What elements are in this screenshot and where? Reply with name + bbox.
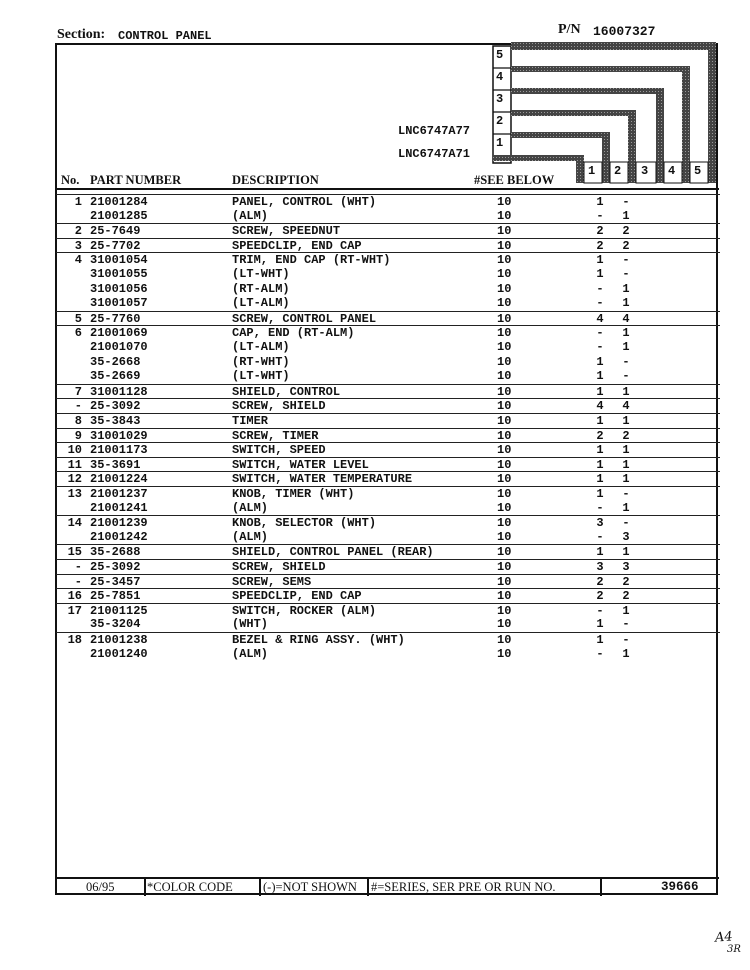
footer-series-note: #=SERIES, SER PRE OR RUN NO. [371, 880, 556, 894]
series: 10 [497, 487, 512, 501]
item-number: 2 [74, 224, 82, 239]
qty-model-1: 1 [596, 487, 604, 501]
section-value: CONTROL PANEL [118, 29, 212, 43]
series: 10 [497, 589, 512, 604]
part-number: 21001241 [90, 500, 148, 515]
qty-model-1: - [596, 340, 604, 354]
qty-model-2: 1 [622, 646, 630, 661]
part-number: 31001056 [90, 281, 148, 296]
description: SHIELD, CONTROL [232, 384, 341, 399]
qty-model-2: 2 [622, 574, 630, 589]
qty-model-2: 1 [622, 457, 630, 472]
part-number: 21001240 [90, 646, 148, 661]
description: SCREW, SPEEDNUT [232, 224, 341, 239]
series: 10 [497, 195, 512, 209]
table-row [56, 501, 720, 516]
table-row [56, 355, 720, 370]
qty-model-1: - [596, 529, 604, 544]
footer-date: 06/95 [86, 880, 115, 894]
part-number: 31001054 [90, 253, 148, 268]
qty-model-2: - [622, 516, 630, 531]
description: SWITCH, WATER TEMPERATURE [232, 472, 413, 487]
description: PANEL, CONTROL (WHT) [232, 195, 377, 209]
table-row [56, 398, 720, 414]
item-number: 6 [74, 326, 82, 341]
part-number: 21001070 [90, 340, 148, 354]
item-number: 8 [74, 414, 82, 428]
qty-model-1: 1 [596, 472, 604, 487]
table-row [56, 647, 720, 662]
series: 10 [497, 443, 512, 458]
part-number: 21001285 [90, 208, 148, 223]
part-number: 35-3204 [90, 617, 141, 632]
description: (LT-WHT) [232, 267, 290, 281]
handwritten-note: 3R [727, 944, 741, 955]
qty-model-1: 4 [596, 311, 604, 326]
qty-model-1: 1 [596, 443, 604, 458]
part-number: 31001029 [90, 428, 148, 443]
item-number: 9 [74, 428, 82, 443]
description: SWITCH, ROCKER (ALM) [232, 603, 377, 618]
series: 10 [497, 340, 512, 354]
series: 10 [497, 296, 512, 311]
part-number: 35-3843 [90, 414, 141, 428]
qty-model-1: 1 [596, 195, 604, 209]
part-number: 25-3092 [90, 399, 141, 414]
part-number-label: P/N [558, 22, 581, 37]
item-number: 13 [67, 487, 82, 501]
qty-model-2: 1 [622, 414, 630, 428]
item-number: 18 [67, 633, 82, 647]
series: 10 [497, 238, 512, 253]
description: TRIM, END CAP (RT-WHT) [232, 253, 391, 268]
item-number: - [74, 574, 82, 589]
qty-model-1: 3 [596, 560, 604, 574]
table-row [56, 252, 720, 268]
footer-color-code: *COLOR CODE [147, 880, 233, 894]
table-row [56, 428, 720, 444]
qty-model-2: 1 [622, 340, 630, 354]
qty-model-2: 4 [622, 399, 630, 414]
series: 10 [497, 384, 512, 399]
item-number: 16 [67, 589, 82, 604]
model-number: LNC6747A77 [398, 124, 471, 138]
part-number: 25-7702 [90, 238, 141, 253]
qty-model-2: 2 [622, 428, 630, 443]
part-number: 31001057 [90, 296, 148, 311]
qty-model-1: 1 [596, 384, 604, 399]
qty-model-1: 1 [596, 617, 604, 632]
part-number: 21001224 [90, 472, 148, 487]
item-number: 14 [67, 516, 82, 531]
description: (ALM) [232, 500, 269, 515]
table-row [56, 413, 720, 429]
qty-model-1: 1 [596, 545, 604, 560]
description: (ALM) [232, 646, 269, 661]
description: CAP, END (RT-ALM) [232, 326, 355, 341]
qty-model-2: - [622, 487, 630, 501]
description: SCREW, SHIELD [232, 399, 326, 414]
section-label: Section: [57, 27, 106, 42]
description: (ALM) [232, 208, 269, 223]
table-row [56, 282, 720, 297]
item-number: 11 [67, 457, 82, 472]
qty-model-2: - [622, 369, 630, 384]
stair-number: 5 [496, 48, 504, 62]
description: (LT-ALM) [232, 340, 290, 354]
qty-model-2: 2 [622, 224, 630, 239]
table-row [56, 603, 720, 619]
description: SPEEDCLIP, END CAP [232, 238, 362, 253]
qty-model-1: 2 [596, 574, 604, 589]
table-row [56, 325, 720, 341]
qty-model-2: 1 [622, 326, 630, 341]
qty-model-1: 2 [596, 224, 604, 239]
series: 10 [497, 281, 512, 296]
table-row [56, 340, 720, 355]
item-number: 10 [67, 443, 82, 458]
footer-number: 39666 [661, 880, 699, 894]
qty-model-2: 3 [622, 560, 630, 574]
qty-model-1: 4 [596, 399, 604, 414]
series: 10 [497, 574, 512, 589]
part-number: 25-7760 [90, 311, 141, 326]
qty-model-1: 1 [596, 633, 604, 647]
table-row [56, 530, 720, 545]
description: (RT-WHT) [232, 354, 290, 369]
part-number: 35-2688 [90, 545, 141, 560]
table-row [56, 632, 720, 648]
column-header-no: No. [61, 173, 80, 187]
table-row [56, 194, 720, 210]
description: (WHT) [232, 617, 269, 632]
qty-model-2: 1 [622, 443, 630, 458]
qty-model-2: 1 [622, 208, 630, 223]
table-row [56, 369, 720, 384]
series: 10 [497, 208, 512, 223]
table-row [56, 457, 720, 473]
series: 10 [497, 354, 512, 369]
table-row [56, 544, 720, 560]
series: 10 [497, 326, 512, 341]
series: 10 [497, 457, 512, 472]
series: 10 [497, 516, 512, 531]
stair-number: 3 [496, 92, 504, 106]
part-number: 31001055 [90, 267, 148, 281]
qty-model-2: - [622, 267, 630, 281]
description: SCREW, SEMS [232, 574, 312, 589]
qty-column-label: 2 [614, 164, 622, 178]
part-number: 25-3092 [90, 560, 141, 574]
stair-number: 1 [496, 136, 504, 150]
item-number: 7 [74, 384, 82, 399]
description: BEZEL & RING ASSY. (WHT) [232, 633, 405, 647]
description: (RT-ALM) [232, 281, 290, 296]
qty-model-1: - [596, 646, 604, 661]
qty-model-2: 1 [622, 472, 630, 487]
part-number: 35-2668 [90, 354, 141, 369]
table-row [56, 588, 720, 604]
table-row [56, 515, 720, 531]
series: 10 [497, 500, 512, 515]
qty-model-1: - [596, 296, 604, 311]
qty-column-label: 1 [588, 164, 596, 178]
item-number: 15 [67, 545, 82, 560]
part-number: 25-7851 [90, 589, 141, 604]
part-number: 21001242 [90, 529, 148, 544]
series: 10 [497, 267, 512, 281]
series: 10 [497, 428, 512, 443]
series: 10 [497, 646, 512, 661]
item-number: - [74, 399, 82, 414]
description: SCREW, SHIELD [232, 560, 326, 574]
series: 10 [497, 545, 512, 560]
qty-model-1: 2 [596, 428, 604, 443]
column-header-series: #SEE BELOW [474, 173, 555, 187]
series: 10 [497, 399, 512, 414]
item-number: 17 [67, 603, 82, 618]
qty-model-2: 1 [622, 545, 630, 560]
item-number: 12 [67, 472, 82, 487]
description: SPEEDCLIP, END CAP [232, 589, 362, 604]
table-row [56, 238, 720, 254]
qty-model-1: 1 [596, 457, 604, 472]
qty-model-1: - [596, 603, 604, 618]
description: SCREW, TIMER [232, 428, 319, 443]
stair-number: 4 [496, 70, 504, 84]
item-number: 4 [74, 253, 82, 268]
part-number: 21001238 [90, 633, 148, 647]
part-number: 21001284 [90, 195, 148, 209]
part-number: 35-3691 [90, 457, 141, 472]
item-number: 1 [74, 195, 82, 209]
qty-model-1: 3 [596, 516, 604, 531]
table-row [56, 223, 720, 239]
item-number: - [74, 560, 82, 574]
qty-model-2: 3 [622, 529, 630, 544]
qty-model-2: - [622, 253, 630, 268]
part-number-value: 16007327 [593, 24, 656, 39]
qty-model-2: 2 [622, 589, 630, 604]
qty-model-2: - [622, 195, 630, 209]
part-number: 25-3457 [90, 574, 141, 589]
table-row [56, 442, 720, 458]
stair-number: 2 [496, 114, 504, 128]
table-row [56, 471, 720, 487]
qty-model-2: 1 [622, 281, 630, 296]
header-rule [56, 188, 719, 190]
part-number: 21001237 [90, 487, 148, 501]
qty-model-1: 1 [596, 253, 604, 268]
series: 10 [497, 603, 512, 618]
series: 10 [497, 633, 512, 647]
description: TIMER [232, 414, 269, 428]
handwritten-note: A4 [714, 929, 734, 946]
qty-model-2: 1 [622, 603, 630, 618]
table-row [56, 559, 720, 575]
table-row [56, 296, 720, 311]
description: (LT-WHT) [232, 369, 290, 384]
qty-model-1: 2 [596, 238, 604, 253]
qty-model-1: - [596, 281, 604, 296]
description: (ALM) [232, 529, 269, 544]
column-header-part: PART NUMBER [90, 173, 182, 187]
qty-column-label: 3 [641, 164, 649, 178]
description: SHIELD, CONTROL PANEL (REAR) [232, 545, 434, 560]
table-row [56, 209, 720, 224]
item-number: 5 [74, 311, 82, 326]
part-number: 21001239 [90, 516, 148, 531]
description: SWITCH, SPEED [232, 443, 326, 458]
part-number: 25-7649 [90, 224, 141, 239]
qty-model-1: 1 [596, 354, 604, 369]
part-number: 21001069 [90, 326, 148, 341]
part-number: 35-2669 [90, 369, 141, 384]
part-number: 21001125 [90, 603, 148, 618]
series: 10 [497, 224, 512, 239]
footer-not-shown: (-)=NOT SHOWN [263, 880, 357, 894]
description: (LT-ALM) [232, 296, 290, 311]
series: 10 [497, 560, 512, 574]
table-row [56, 617, 720, 632]
description: KNOB, TIMER (WHT) [232, 487, 355, 501]
qty-model-1: 1 [596, 414, 604, 428]
series: 10 [497, 472, 512, 487]
qty-model-2: 1 [622, 384, 630, 399]
qty-model-2: 2 [622, 238, 630, 253]
qty-model-2: 1 [622, 296, 630, 311]
qty-model-2: - [622, 354, 630, 369]
series: 10 [497, 311, 512, 326]
qty-model-1: 1 [596, 267, 604, 281]
description: SWITCH, WATER LEVEL [232, 457, 369, 472]
table-row [56, 574, 720, 590]
qty-model-1: - [596, 208, 604, 223]
table-row [56, 311, 720, 327]
series: 10 [497, 414, 512, 428]
table-row [56, 486, 720, 502]
qty-model-1: - [596, 326, 604, 341]
item-number: 3 [74, 238, 82, 253]
model-number: LNC6747A71 [398, 147, 471, 161]
qty-model-1: 1 [596, 369, 604, 384]
qty-model-2: 1 [622, 500, 630, 515]
qty-model-2: - [622, 617, 630, 632]
description: SCREW, CONTROL PANEL [232, 311, 377, 326]
qty-model-1: - [596, 500, 604, 515]
qty-model-2: - [622, 633, 630, 647]
qty-column-label: 5 [694, 164, 702, 178]
qty-model-2: 4 [622, 311, 630, 326]
description: KNOB, SELECTOR (WHT) [232, 516, 377, 531]
series: 10 [497, 253, 512, 268]
footer [56, 877, 719, 896]
qty-column-label: 4 [668, 164, 676, 178]
series: 10 [497, 617, 512, 632]
series: 10 [497, 369, 512, 384]
series: 10 [497, 529, 512, 544]
table-row [56, 267, 720, 282]
qty-model-1: 2 [596, 589, 604, 604]
table-row [56, 384, 720, 400]
column-header-description: DESCRIPTION [232, 173, 319, 187]
part-number: 31001128 [90, 384, 148, 399]
part-number: 21001173 [90, 443, 148, 458]
